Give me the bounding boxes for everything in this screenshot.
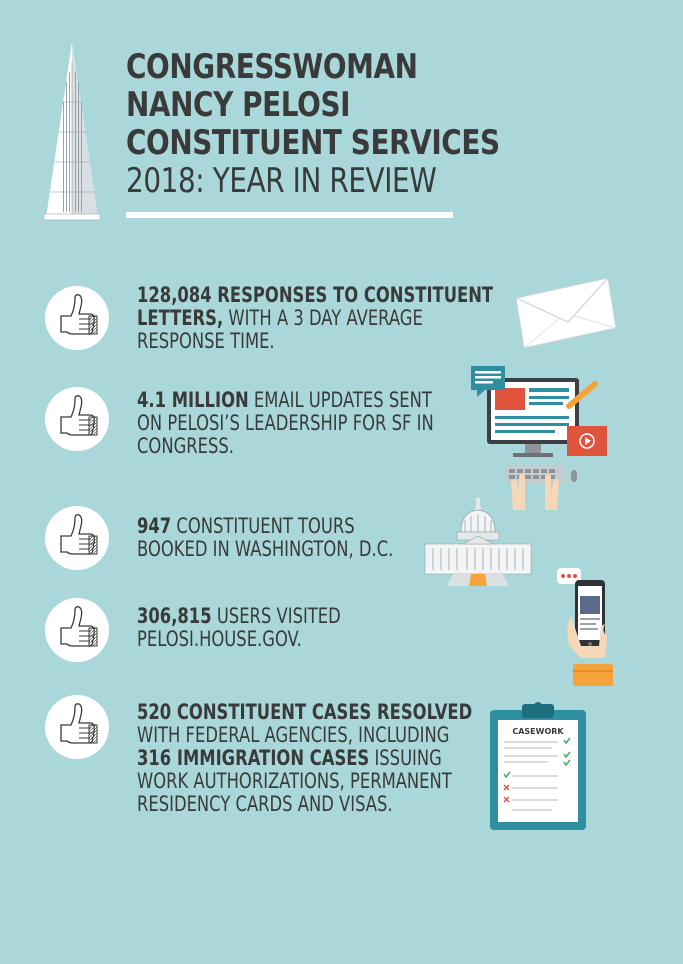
stat-line	[137, 628, 341, 651]
stat-line	[137, 307, 493, 330]
smartphone-icon	[555, 566, 625, 690]
stat-highlight: 306,815	[137, 604, 212, 628]
stat-line	[137, 538, 393, 561]
stat-text: WITH A 3 DAY AVERAGE	[223, 306, 423, 330]
title-line-2: NANCY PELOSI	[126, 85, 351, 125]
stat-letters	[137, 284, 493, 353]
stat-text: RESPONSE TIME.	[137, 329, 275, 353]
thumbs-up-glyph	[45, 286, 109, 350]
stat-highlight: 4.1 MILLION	[137, 388, 249, 412]
stat-text: CONSTITUENT TOURS	[171, 514, 355, 538]
page-title	[126, 47, 500, 201]
stat-text: EMAIL UPDATES SENT	[248, 388, 432, 412]
thumbs-up-icon	[45, 387, 109, 451]
stat-line	[137, 284, 493, 307]
clipboard-icon	[488, 700, 588, 832]
stat-tours	[137, 515, 393, 561]
stat-highlight: LETTERS,	[137, 306, 224, 330]
stat-line	[137, 515, 393, 538]
stat-text: WORK AUTHORIZATIONS, PERMANENT	[137, 769, 452, 793]
stat-highlight: 947	[137, 514, 172, 538]
stat-cases-resolved	[137, 701, 472, 816]
stat-line	[137, 747, 472, 770]
title-line-3: CONSTITUENT SERVICES	[126, 123, 500, 163]
thumbs-up-icon	[45, 506, 109, 570]
stat-line	[137, 793, 472, 816]
thumbs-up-icon	[45, 598, 109, 662]
stat-highlight: 316 IMMIGRATION CASES	[137, 746, 370, 770]
stat-line	[137, 389, 434, 412]
transamerica-pyramid-icon	[44, 42, 100, 222]
stat-line	[137, 435, 434, 458]
stat-text: USERS VISITED	[211, 604, 341, 628]
title-line-1: CONGRESSWOMAN	[126, 47, 418, 87]
envelope-icon	[512, 276, 618, 352]
stat-highlight: 128,084 RESPONSES TO CONSTITUENT	[137, 283, 494, 307]
stat-line	[137, 701, 472, 724]
computer-icon	[469, 364, 609, 514]
stat-text: ISSUING	[369, 746, 442, 770]
stat-line	[137, 412, 434, 435]
thumbs-up-glyph	[45, 695, 109, 759]
thumbs-up-glyph	[45, 598, 109, 662]
stat-line	[137, 605, 341, 628]
stat-text: ON PELOSI’S LEADERSHIP FOR SF IN	[137, 411, 434, 435]
stat-website-users	[137, 605, 341, 651]
stat-line	[137, 330, 493, 353]
stat-line	[137, 770, 472, 793]
stat-text: PELOSI.HOUSE.GOV.	[137, 627, 302, 651]
thumbs-up-icon	[45, 286, 109, 350]
title-divider	[126, 212, 453, 218]
stat-text: CONGRESS.	[137, 434, 235, 458]
stat-text: RESIDENCY CARDS AND VISAS.	[137, 792, 393, 816]
capitol-icon	[423, 498, 533, 588]
stat-text: WITH FEDERAL AGENCIES, INCLUDING	[137, 723, 450, 747]
thumbs-up-glyph	[45, 506, 109, 570]
thumbs-up-icon	[45, 695, 109, 759]
page-subtitle: 2018: YEAR IN REVIEW	[126, 161, 437, 201]
stat-text: BOOKED IN WASHINGTON, D.C.	[137, 537, 394, 561]
stat-line	[137, 724, 472, 747]
stat-highlight: 520 CONSTITUENT CASES RESOLVED	[137, 700, 473, 724]
clipboard-label: CASEWORK	[512, 727, 564, 736]
stat-email-updates	[137, 389, 434, 458]
thumbs-up-glyph	[45, 387, 109, 451]
